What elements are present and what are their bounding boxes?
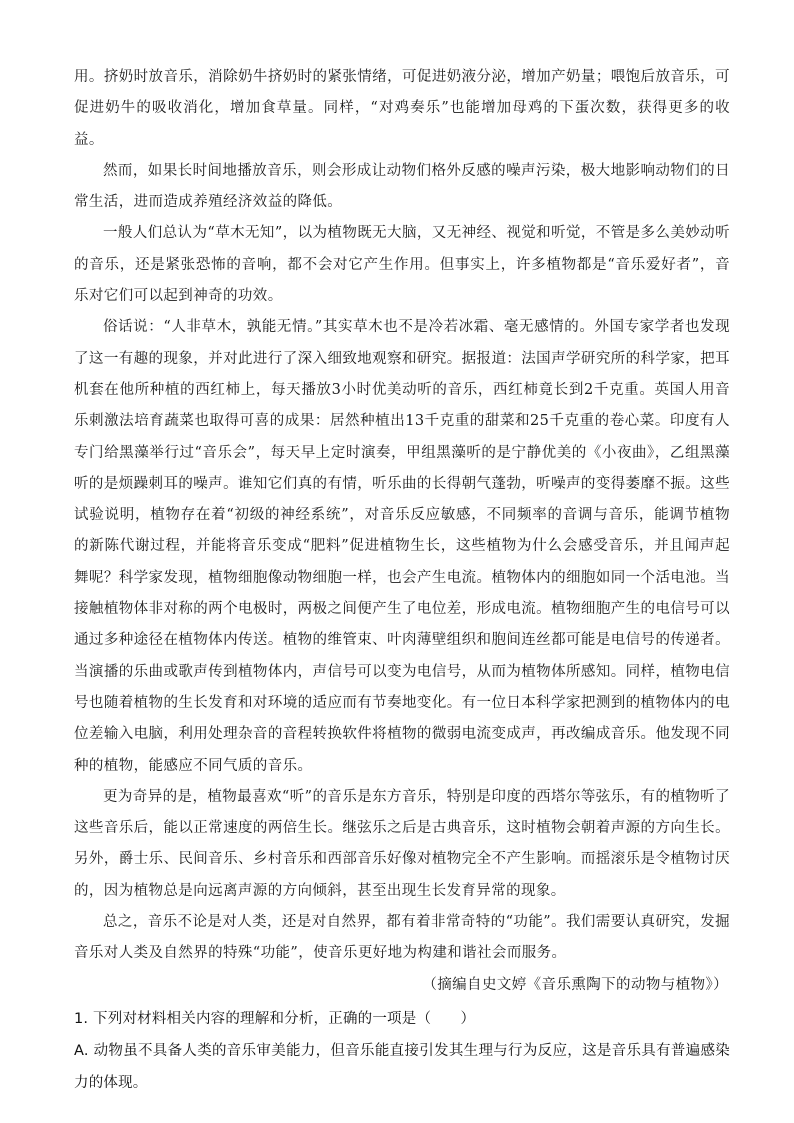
paragraph-3: 一般人们总认为“草木无知”，以为植物既无大脑，又无神经、视觉和听觉，不管是多么美妙动听的音乐，还是紧张恐怖的音响，都不会对它产生作用。但事实上，许多植物都是“音乐爱好者”，音乐对它们可以起到神奇的功效。 (74, 225, 730, 305)
question-title: 1. 下列对材料相关内容的理解和分析，正确的一项是（ ） (74, 1010, 476, 1027)
paragraph-1: 用。挤奶时放音乐，消除奶牛挤奶时的紧张情绪，可促进奶液分泌，增加产奶量；喂饱后放音乐，可促进奶牛的吸收消化，增加食草量。同样，“对鸡奏乐”也能增加母鸡的下蛋次数，获得更多的收益。 (74, 69, 730, 148)
paragraph-6: 总之，音乐不论是对人类，还是对自然界，都有着非常奇特的“功能”。我们需要认真研究，发掘音乐对人类及自然界的特殊“功能”，使音乐更好地为构建和谐社会而服务。 (74, 914, 730, 962)
article-source: （摘编自史文婷《音乐熏陶下的动物与植物》） (422, 976, 728, 993)
paragraph-4: 俗话说：“人非草木，孰能无情。”其实草木也不是冷若冰霜、毫无感情的。外国专家学者也发现了这一有趣的现象，并对此进行了深入细致地观察和研究。据报道：法国声学研究所的科学家，把耳机套在他所种植的西红柿上，每天播放3小时优美动听的音乐，西红柿竟长到2千克重。英国人用音乐刺激法培育蔬菜也取得可喜的成果：居然种植出13千克重的甜菜和25千克重的卷心菜。印度有人专门给黑藻举行过“音乐会”，每天早上定时演奏，甲组黑藻听的是宁静优美的《小夜曲》，乙组黑藻听的是烦躁刺耳的噪声。谁知它们真的有情，听乐曲的长得朝气蓬勃，听噪声的变得萎靡不振。这些试验说明，植物存在着“初级的神经系统”，对音乐反应敏感，不同频率的音调与音乐，能调节植物的新陈代谢过程，并能将音乐变成“肥料”促进植物生长，这些植物为什么会感受音乐，并且闻声起舞呢？科学家发现，植物细胞像动物细胞一样，也会产生电流。植物体内的细胞如同一个活电池。当接触植物体非对称的两个电极时，两极之间便产生了电位差，形成电流。植物细胞产生的电信号可以通过多种途径在植物体内传送。植物的维管束、叶肉薄壁组织和胞间连丝都可能是电信号的传递者。当演播的乐曲或歌声传到植物体内，声信号可以变为电信号，从而为植物体所感知。同样，植物电信号也随着植物的生长发育和对环境的适应而有节奏地变化。有一位日本科学家把测到的植物体内的电位差输入电脑，利用处理杂音的音程转换软件将植物的微弱电流变成声，再改编成音乐。他发现不同种的植物，能感应不同气质的音乐。 (74, 319, 730, 774)
option-a: A. 动物虽不具备人类的音乐审美能力，但音乐能直接引发其生理与行为反应，这是音乐具有普遍感染力的体现。 (74, 1042, 730, 1091)
paragraph-2: 然而，如果长时间地播放音乐，则会形成让动物们格外反感的噪声污染，极大地影响动物们的日常生活，进而造成养殖经济效益的降低。 (74, 162, 730, 211)
article-body (74, 62, 730, 1001)
question-block (74, 1003, 730, 1099)
paragraph-5: 更为奇异的是，植物最喜欢“听”的音乐是东方音乐，特别是印度的西塔尔等弦乐，有的植物听了这些音乐后，能以正常速度的两倍生长。继弦乐之后是古典音乐，这时植物会朝着声源的方向生长。另外，爵士乐、民间音乐、乡村音乐和西部音乐好像对植物完全不产生影响。而摇滚乐是令植物讨厌的，因为植物总是向远离声源的方向倾斜，甚至出现生长发育异常的现象。 (74, 788, 730, 899)
